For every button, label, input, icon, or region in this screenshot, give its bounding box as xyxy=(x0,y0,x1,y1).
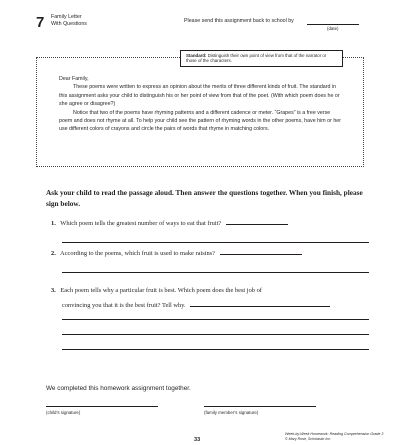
footer-book-title: Week-by-Week Homework: Reading Comprehension Grade 3 xyxy=(285,432,384,436)
completion-statement: We completed this homework assignment together. xyxy=(46,385,191,392)
answer-3-line-1[interactable] xyxy=(62,313,369,320)
date-label: (date) xyxy=(327,26,339,31)
answer-1-inline-line[interactable] xyxy=(226,216,288,225)
date-line[interactable] xyxy=(307,24,359,25)
question-1-text: Which poem tells the greatest number of ways to eat that fruit? xyxy=(60,220,222,227)
assignment-title-line2: With Questions xyxy=(51,20,87,27)
standard-box xyxy=(180,50,343,67)
assignment-title-line1: Family Letter xyxy=(51,14,82,20)
question-3 xyxy=(51,283,369,350)
return-instruction: Please send this assignment back to school by xyxy=(184,18,294,24)
week-number: 7 xyxy=(36,14,45,31)
family-signature-line[interactable] xyxy=(204,406,316,407)
answer-2-line[interactable] xyxy=(62,261,369,273)
assignment-title xyxy=(51,14,87,27)
answer-3-inline-line[interactable] xyxy=(190,298,330,307)
child-signature-line[interactable] xyxy=(46,406,158,407)
question-3-number: 3. xyxy=(51,287,56,294)
activity-instructions: Ask your child to read the passage aloud. Then answer the questions together. When you finish, please sign below. xyxy=(46,188,363,208)
child-signature-label: (child’s signature) xyxy=(46,410,81,415)
standard-label: Standard: xyxy=(186,53,207,58)
letter-paragraph-2: Notice that two of the poems have rhyming patterns and a different cadence or meter. “Grapes” is a free verse poem and does not rhyme at all. To help your child see the pattern of rhyming words in the other poems, have him or her use different colors of crayons and circle the pairs of words that rhyme in matching colors. xyxy=(59,109,341,133)
question-3-text-line2: convincing you that it is the best fruit? Tell why. xyxy=(62,302,186,309)
question-2-number: 2. xyxy=(51,250,56,257)
answer-3-line-2[interactable] xyxy=(62,320,369,335)
footer-credit xyxy=(285,432,383,441)
letter-paragraph-1: These poems were written to express an opinion about the merits of three different kinds of fruit. The standard in this assignment asks your child to distinguish his or her point of view from that of the poet. (With which poem does he or she agree or disagree?) xyxy=(59,84,340,108)
family-signature-label: (family member’s signature) xyxy=(204,410,259,415)
answer-3-line-3[interactable] xyxy=(62,335,369,350)
footer-copyright: © Mary Rose, Scholastic Inc. xyxy=(285,436,332,441)
answer-1-line[interactable] xyxy=(62,231,369,243)
question-2-text: According to the poems, which fruit is used to make raisins? xyxy=(60,250,215,257)
standard-text: Distinguish their own point of view from that of the narrator or those of the characters. xyxy=(186,53,327,64)
question-1-number: 1. xyxy=(51,220,56,227)
question-1 xyxy=(51,216,369,243)
answer-2-inline-line[interactable] xyxy=(220,246,302,255)
question-2 xyxy=(51,246,369,273)
letter-greeting: Dear Family, xyxy=(59,76,89,82)
question-3-text-line1: Each poem tells why a particular fruit is best. Which poem does the best job of xyxy=(60,287,262,294)
page-number: 33 xyxy=(194,437,201,443)
letter-body xyxy=(59,75,343,134)
